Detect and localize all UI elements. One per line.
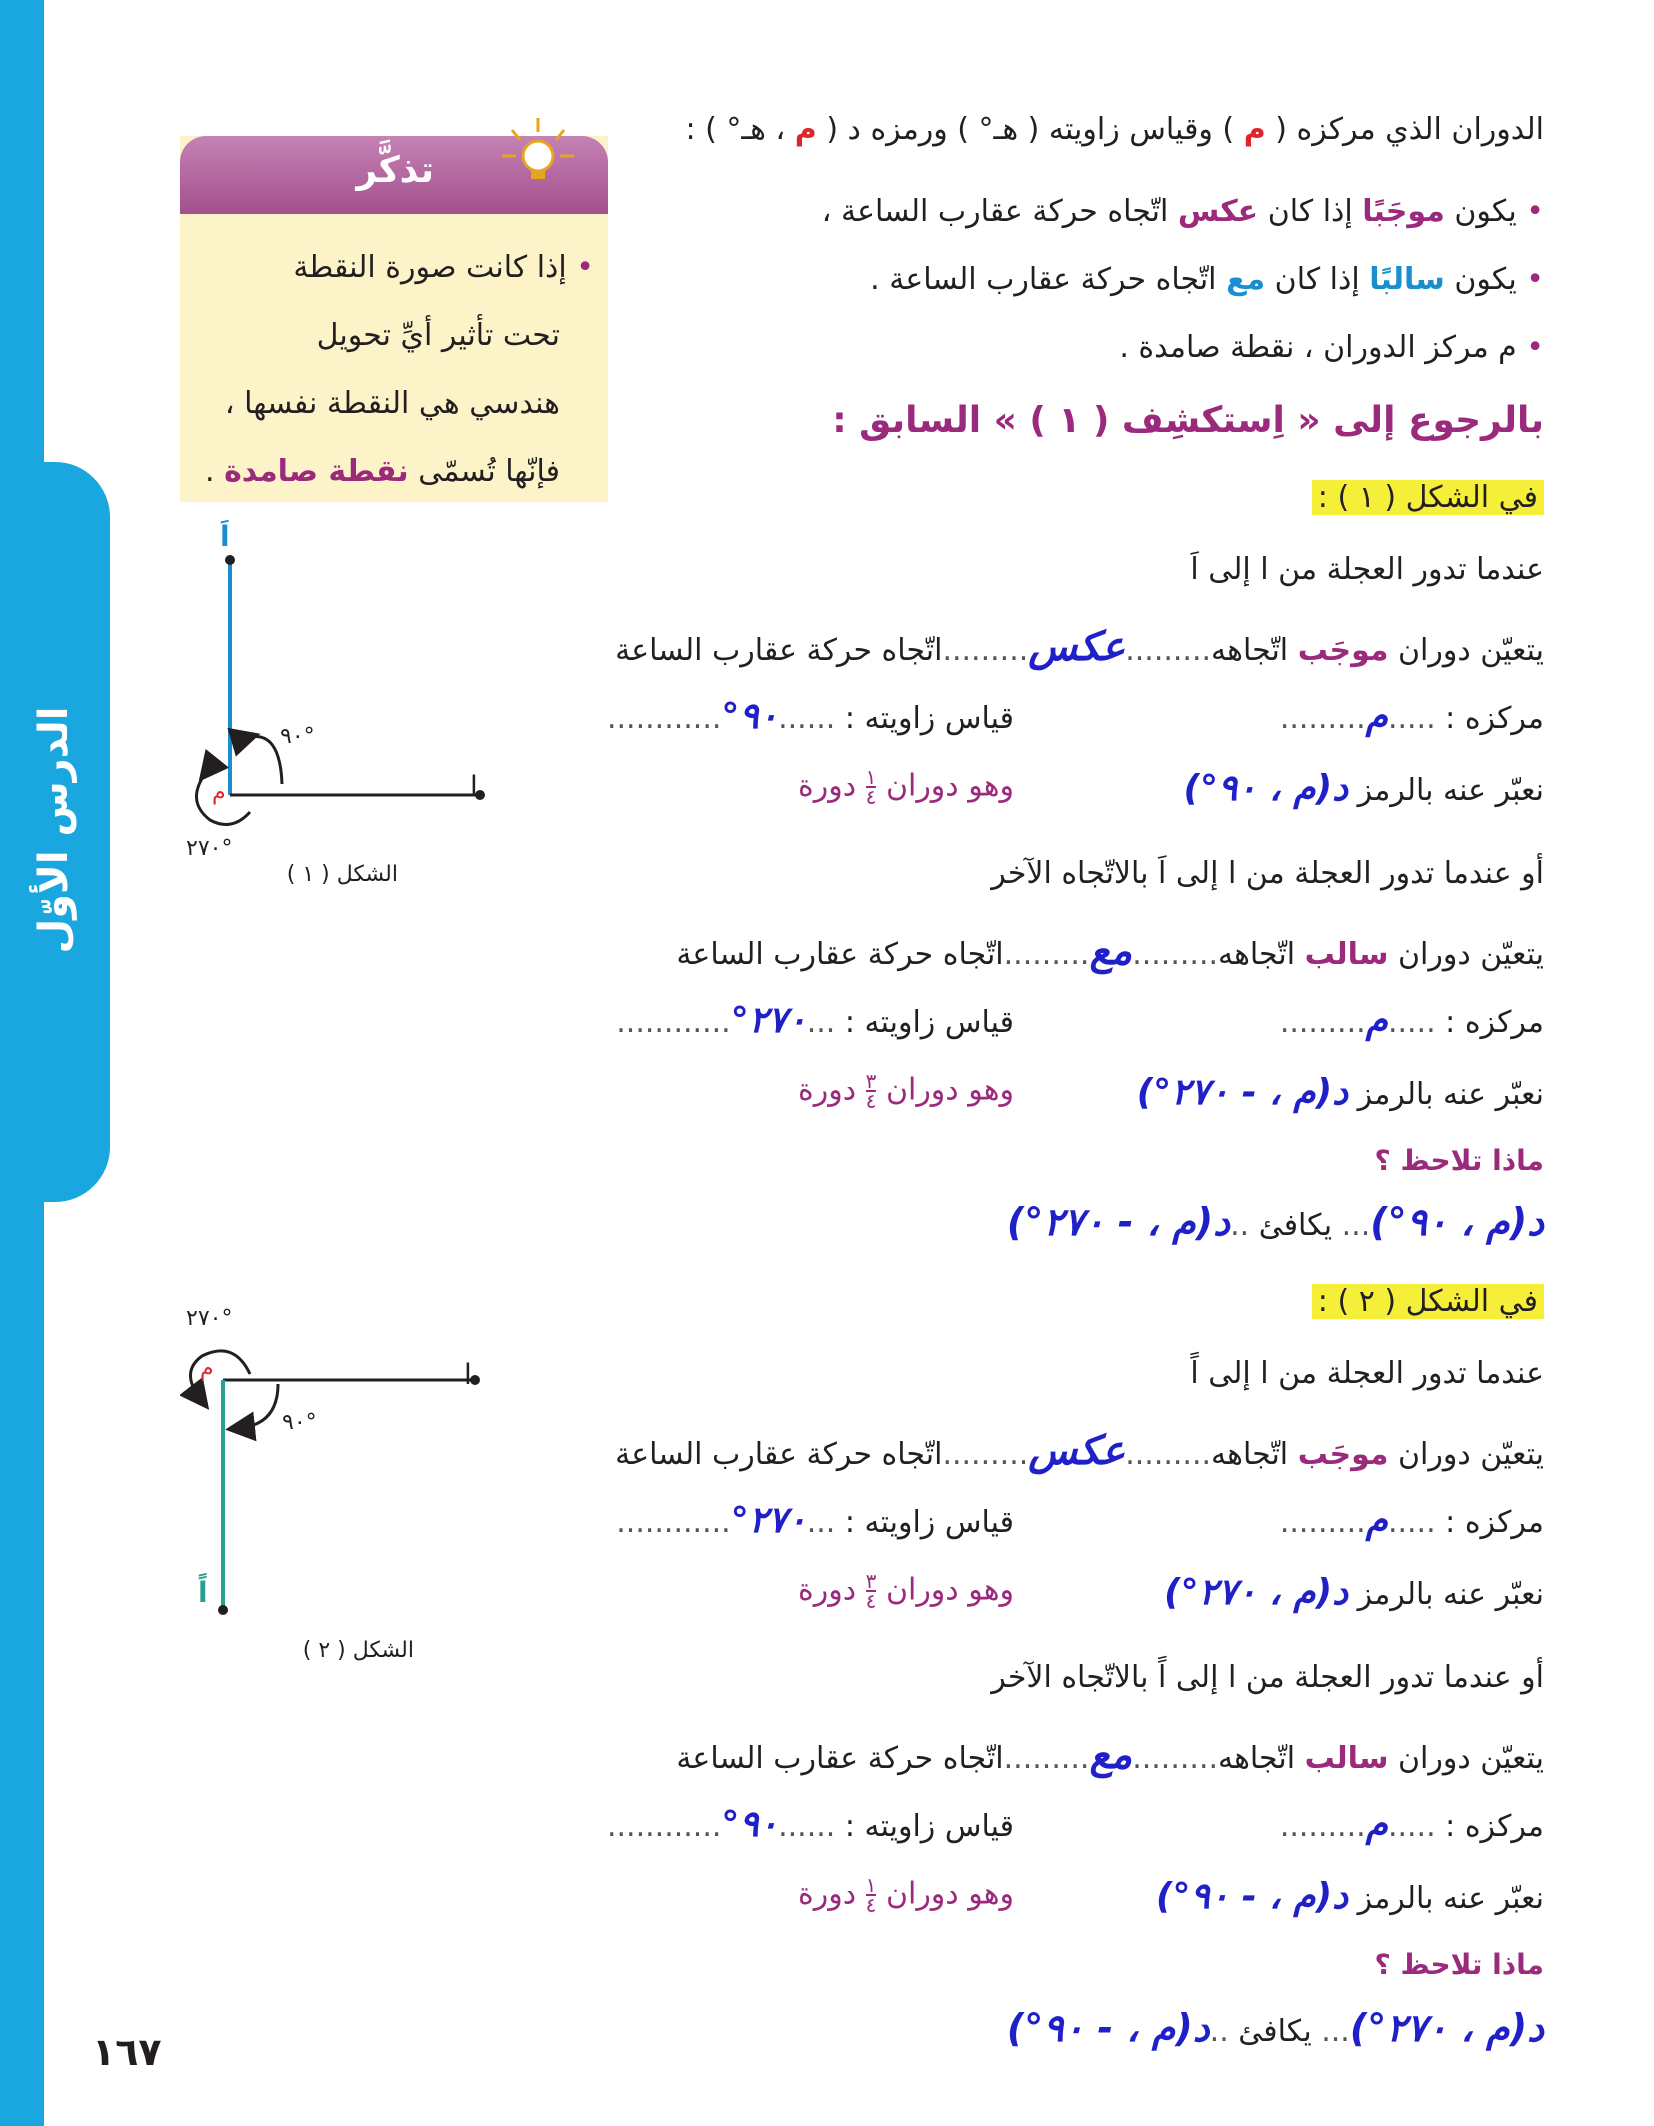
fig2-case2-turn: وهو دوران ١ ٤ دورة xyxy=(798,1873,1014,1917)
fig2-notice-answer: د(م ، ٢٧٠°)... يكافئ ..د(م ، - ٩٠°) xyxy=(1006,2006,1544,2050)
fig1-case2-turn: وهو دوران ٣ ٤ دورة xyxy=(798,1069,1014,1113)
fig2-label-aprime: اً xyxy=(198,1576,208,1609)
fig2-case1-angle: قياس زاويته : ...٢٧٠°............ xyxy=(616,1500,1014,1541)
fig1-label-m: م xyxy=(212,780,226,805)
fig1-point-aprime xyxy=(225,555,235,565)
fig1-case1-symbol: نعبّر عنه بالرمز د(م ، ٩٠°) xyxy=(1183,768,1544,809)
fig2-label-a: ا xyxy=(464,1358,472,1391)
fig2-case2-intro: أو عندما تدور العجلة من ا إلى اً بالاتّجاه الآخر xyxy=(991,1660,1544,1695)
lightbulb-icon xyxy=(498,112,578,192)
figure-2 xyxy=(180,1300,510,1630)
fig1-case2-intro: أو عندما تدور العجلة من ا إلى اَ بالاتّجاه الآخر xyxy=(991,856,1544,891)
section-heading: بالرجوع إلى « اِستكشِف ( ١ ) » السابق : xyxy=(832,400,1544,441)
fig1-caption: الشكل ( ١ ) xyxy=(286,862,398,887)
fig1-case2-symbol: نعبّر عنه بالرمز د(م ، - ٢٧٠°) xyxy=(1136,1072,1544,1113)
fig1-case1-angle: قياس زاويته : ......٩٠°............ xyxy=(606,696,1014,737)
fig2-case1-turn: وهو دوران ٣ ٤ دورة xyxy=(798,1569,1014,1613)
fig1-case2-angle: قياس زاويته : ...٢٧٠°............ xyxy=(616,1000,1014,1041)
fig2-case1-symbol: نعبّر عنه بالرمز د(م ، ٢٧٠°) xyxy=(1164,1572,1544,1613)
fig1-case2-center: مركزه : .....م......... xyxy=(1279,1000,1544,1041)
fig1-case1-turn: وهو دوران ١ ٤ دورة xyxy=(798,765,1014,809)
bullet-negative: • يكون سالبًا إذا كان مع اتّجاه حركة عقارب الساعة . xyxy=(870,262,1544,297)
remember-line-2: تحت تأثير أيِّ تحويل xyxy=(316,318,560,353)
fig1-label-90: ٩٠° xyxy=(280,724,315,749)
fig2-arc-90 xyxy=(240,1384,278,1428)
fig2-case2-center: مركزه : .....م......... xyxy=(1279,1804,1544,1845)
lesson-tab-label: الدرس الأوّل xyxy=(31,706,77,954)
fig2-point-aprime xyxy=(218,1605,228,1615)
fig2-label-90: ٩٠° xyxy=(282,1410,317,1435)
fig2-case1-center: مركزه : .....م......... xyxy=(1279,1500,1544,1541)
fig2-label: في الشكل ( ٢ ) : xyxy=(1312,1284,1544,1319)
page-number: ١٦٧ xyxy=(92,2030,162,2074)
remember-line-4: فإنّها تُسمّى نقطة صامدة . xyxy=(204,454,560,489)
fig1-label-270: ٢٧٠° xyxy=(186,836,233,861)
fig2-case1-intro: عندما تدور العجلة من ا إلى اً xyxy=(1190,1356,1544,1391)
fig2-case2-angle: قياس زاويته : ......٩٠°............ xyxy=(606,1804,1014,1845)
fig1-arc-90 xyxy=(246,736,282,784)
fig1-case1-direction: يتعيّن دوران موجَب اتّجاهه.........عكس.........اتّجاه حركة عقارب الساعة xyxy=(615,624,1544,670)
remember-line-1: • إذا كانت صورة النقطة xyxy=(293,250,594,285)
bullet-center: • م مركز الدوران ، نقطة صامدة . xyxy=(1119,330,1544,365)
fig1-case1-intro: عندما تدور العجلة من ا إلى اَ xyxy=(1190,552,1544,587)
fig1-label: في الشكل ( ١ ) : xyxy=(1312,480,1544,515)
fig2-notice-question: ماذا تلاحظ ؟ xyxy=(1374,1948,1544,1981)
fig2-label-m: م xyxy=(200,1356,214,1381)
fig2-case2-symbol: نعبّر عنه بالرمز د(م ، - ٩٠°) xyxy=(1156,1876,1544,1917)
fig1-notice-question: ماذا تلاحظ ؟ xyxy=(1374,1144,1544,1177)
fig2-case2-direction: يتعيّن دوران سالب اتّجاهه.........مع.........اتّجاه حركة عقارب الساعة xyxy=(676,1732,1544,1778)
fig2-label-270: ٢٧٠° xyxy=(186,1306,233,1331)
fig1-case1-center: مركزه : .....م......... xyxy=(1279,696,1544,737)
remember-title: تذكَّر xyxy=(356,150,434,191)
fig2-case1-direction: يتعيّن دوران موجَب اتّجاهه.........عكس.........اتّجاه حركة عقارب الساعة xyxy=(615,1428,1544,1474)
fig1-case2-direction: يتعيّن دوران سالب اتّجاهه.........مع.........اتّجاه حركة عقارب الساعة xyxy=(676,928,1544,974)
bullet-positive: • يكون موجَبًا إذا كان عكس اتّجاه حركة عقارب الساعة ، xyxy=(821,194,1544,229)
fig1-label-a: ا xyxy=(470,770,478,803)
remember-line-3: هندسي هي النقطة نفسها ، xyxy=(224,386,560,421)
intro-line: الدوران الذي مركزه ( م ) وقياس زاويته ( هـ° ) ورمزه د ( م ، هـ° ) : xyxy=(685,112,1544,147)
fig1-label-aprime: اَ xyxy=(220,520,230,553)
fig2-caption: الشكل ( ٢ ) xyxy=(302,1638,414,1663)
fig1-notice-answer: د(م ، ٩٠°)... يكافئ ..د(م ، - ٢٧٠°) xyxy=(1006,1200,1544,1244)
